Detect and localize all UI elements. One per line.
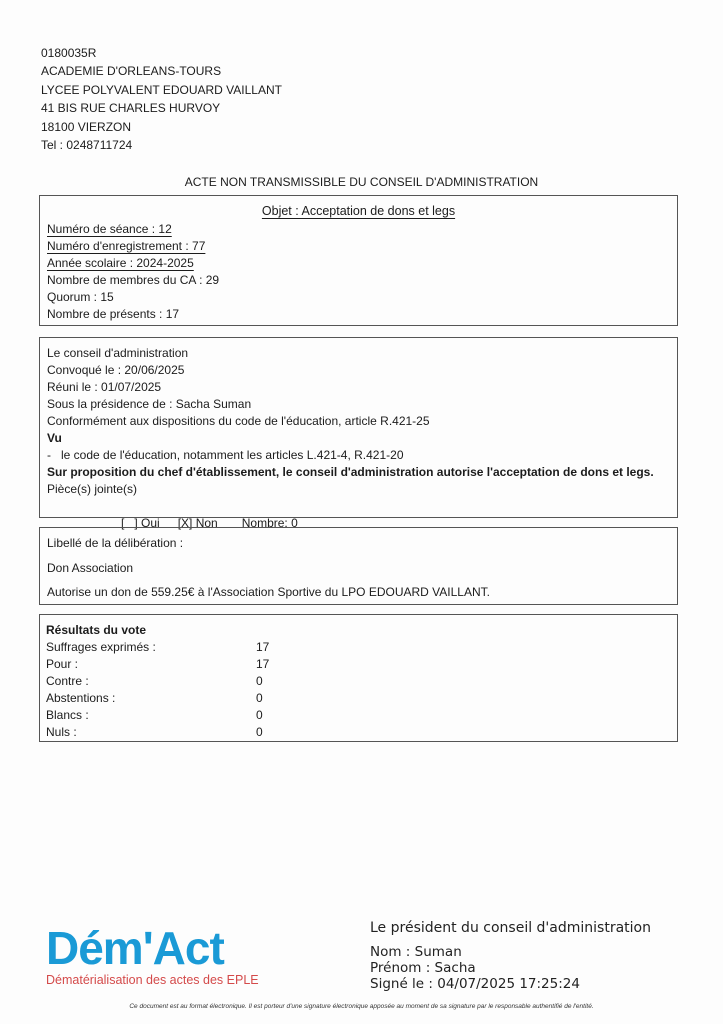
nombre-pieces: Nombre: 0 bbox=[241, 516, 298, 530]
lycee-name: LYCEE POLYVALENT EDOUARD VAILLANT bbox=[41, 82, 282, 97]
vote-title: Résultats du vote bbox=[46, 623, 147, 637]
libelle-label: Libellé de la délibération : bbox=[47, 536, 184, 550]
conseil-box bbox=[39, 337, 678, 530]
signature-block bbox=[370, 920, 651, 992]
nombre-presents: Nombre de présents : 17 bbox=[47, 307, 180, 321]
logo-tagline: Dématérialisation des actes des EPLE bbox=[46, 973, 259, 987]
deliberation-title: Don Association bbox=[47, 561, 134, 575]
city: 18100 VIERZON bbox=[41, 119, 132, 134]
presidence: Sous la présidence de : Sacha Suman bbox=[47, 397, 252, 411]
nombre-membres: Nombre de membres du CA : 29 bbox=[47, 273, 220, 287]
non-checkbox: [X] Non bbox=[177, 516, 218, 530]
reuni-date: Réuni le : 01/07/2025 bbox=[47, 380, 162, 394]
proposition-text: Sur proposition du chef d'établissement, le conseil d'administration autorise l'acceptation de dons et legs. bbox=[47, 465, 654, 479]
signature-date: Signé le : 04/07/2025 17:25:24 bbox=[370, 976, 580, 992]
document-title: ACTE NON TRANSMISSIBLE DU CONSEIL D'ADMINISTRATION bbox=[184, 175, 539, 189]
street-address: 41 BIS RUE CHARLES HURVOY bbox=[41, 101, 221, 116]
oui-checkbox: [ ] Oui bbox=[121, 516, 160, 530]
convoque-date: Convoqué le : 20/06/2025 bbox=[47, 363, 185, 377]
president-title: Le président du conseil d'administration bbox=[370, 920, 651, 936]
vote-row-pour: Pour : 17 bbox=[46, 657, 270, 671]
header-address-block bbox=[41, 44, 282, 154]
pieces-jointes-label: Pièce(s) jointe(s) bbox=[47, 482, 138, 496]
deliberation-box bbox=[39, 527, 678, 605]
signataire-nom: Nom : Suman bbox=[370, 944, 462, 960]
uai-code: 0180035R bbox=[41, 46, 97, 60]
logo-wordmark: Dém'Act bbox=[46, 922, 224, 974]
vote-row-nuls: Nuls : 0 bbox=[46, 725, 263, 739]
demact-logo bbox=[46, 923, 259, 987]
annee-scolaire: Année scolaire : 2024-2025 bbox=[47, 256, 194, 270]
seance-info-box bbox=[39, 195, 678, 326]
vu-heading: Vu bbox=[47, 431, 62, 445]
quorum: Quorum : 15 bbox=[47, 290, 114, 304]
signataire-prenom: Prénom : Sacha bbox=[370, 960, 476, 976]
vote-row-blancs: Blancs : 0 bbox=[46, 708, 263, 722]
vote-results-box bbox=[39, 614, 678, 742]
vu-item: - le code de l'éducation, notamment les articles L.421-4, R.421-20 bbox=[47, 448, 404, 462]
conformement-text: Conformément aux dispositions du code de l'éducation, article R.421-25 bbox=[47, 414, 430, 428]
numero-seance: Numéro de séance : 12 bbox=[47, 222, 172, 236]
deliberation-text: Autorise un don de 559.25€ à l'Association Sportive du LPO EDOUARD VAILLANT. bbox=[47, 585, 490, 599]
vote-row-abstentions: Abstentions : 0 bbox=[46, 691, 263, 705]
electronic-signature-footnote: Ce document est au format électronique. Il est porteur d'une signature électronique apposée au moment de sa signature par le responsable authentifié de l'entité. bbox=[129, 1003, 594, 1010]
telephone: Tel : 0248711724 bbox=[41, 138, 133, 153]
vote-row-exprimes: Suffrages exprimés : 17 bbox=[46, 640, 270, 654]
objet-heading: Objet : Acceptation de dons et legs bbox=[261, 204, 456, 218]
numero-enregistrement: Numéro d'enregistrement : 77 bbox=[47, 239, 206, 253]
academie-name: ACADEMIE D'ORLEANS-TOURS bbox=[41, 64, 222, 79]
vote-row-contre: Contre : 0 bbox=[46, 674, 263, 688]
conseil-intro: Le conseil d'administration bbox=[47, 346, 189, 360]
